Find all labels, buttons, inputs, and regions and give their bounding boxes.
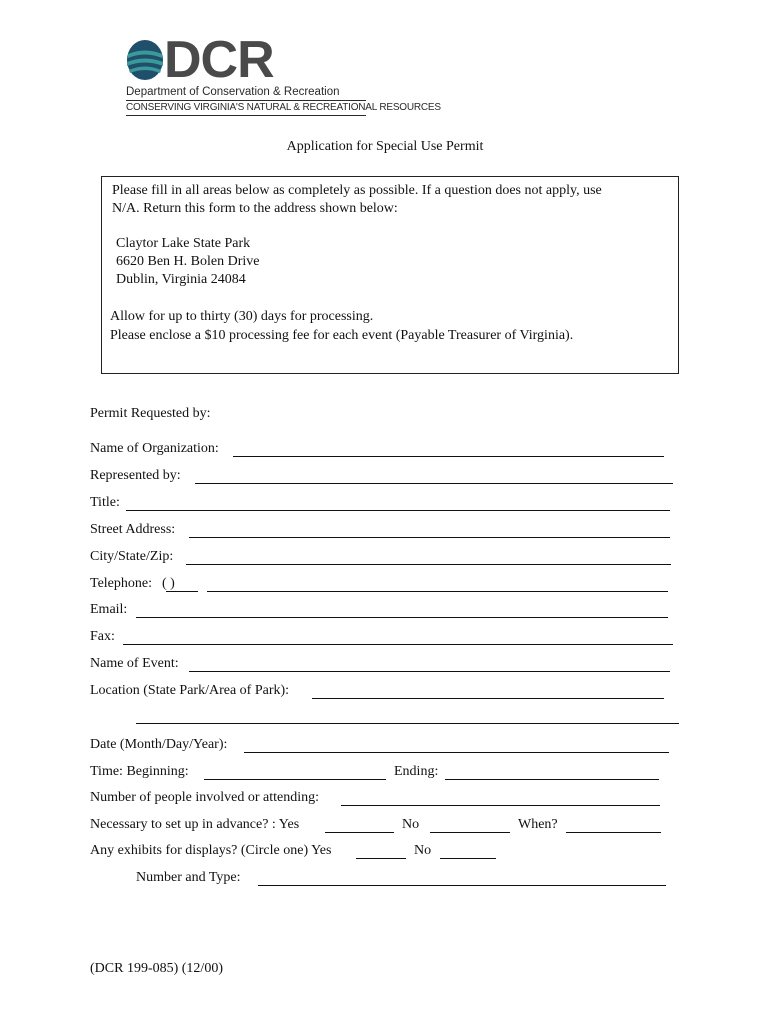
location-label: Location (State Park/Area of Park): — [90, 683, 290, 698]
address-line: Dublin, Virginia 24084 — [116, 272, 246, 287]
time-ending-label: Ending: — [394, 764, 439, 779]
city-label: City/State/Zip: — [90, 549, 174, 564]
page-title: Application for Special Use Permit — [286, 139, 484, 154]
fee-note: Please enclose a $10 processing fee for each event (Payable Treasurer of Virginia). — [110, 328, 574, 343]
setup-no-label: No — [402, 817, 420, 832]
number-type-label: Number and Type: — [136, 870, 241, 885]
email-field[interactable] — [136, 617, 668, 618]
section-label: Permit Requested by: — [90, 406, 211, 421]
setup-no-field[interactable] — [430, 832, 510, 833]
area-code-field[interactable] — [166, 591, 198, 592]
logo-divider — [126, 115, 366, 116]
time-beginning-field[interactable] — [204, 779, 386, 780]
address-line: Claytor Lake State Park — [116, 236, 251, 251]
represented-by-label: Represented by: — [90, 468, 181, 483]
number-type-field[interactable] — [258, 885, 666, 886]
people-label: Number of people involved or attending: — [90, 790, 319, 805]
date-field[interactable] — [244, 752, 669, 753]
city-field[interactable] — [186, 564, 671, 565]
setup-yes-field[interactable] — [325, 832, 394, 833]
time-beginning-label: Time: Beginning: — [90, 764, 189, 779]
event-name-label: Name of Event: — [90, 656, 179, 671]
exhibits-no-field[interactable] — [440, 858, 496, 859]
exhibits-no-label: No — [414, 843, 432, 858]
telephone-field[interactable] — [207, 591, 668, 592]
street-label: Street Address: — [90, 522, 176, 537]
processing-note: Allow for up to thirty (30) days for processing. — [110, 309, 374, 324]
street-field[interactable] — [189, 537, 670, 538]
location-field-line-2[interactable] — [136, 723, 679, 724]
people-field[interactable] — [341, 805, 660, 806]
organization-label: Name of Organization: — [90, 441, 219, 456]
instructions-line-2: N/A. Return this form to the address shown below: — [112, 201, 398, 216]
telephone-label: Telephone: — [90, 576, 152, 591]
department-name: Department of Conservation & Recreation — [126, 86, 340, 98]
email-label: Email: — [90, 602, 128, 617]
setup-when-label: When? — [518, 817, 558, 832]
address-line: 6620 Ben H. Bolen Drive — [116, 254, 260, 269]
logo-divider — [126, 100, 366, 101]
form-id: (DCR 199-085) (12/00) — [90, 961, 223, 976]
instructions-line-1: Please fill in all areas below as completely as possible. If a question does not apply, use — [112, 183, 602, 198]
fax-field[interactable] — [123, 644, 673, 645]
exhibits-yes-field[interactable] — [356, 858, 406, 859]
represented-by-field[interactable] — [195, 483, 673, 484]
event-name-field[interactable] — [189, 671, 670, 672]
time-ending-field[interactable] — [445, 779, 659, 780]
logo-tagline: CONSERVING VIRGINIA'S NATURAL & RECREATIONAL RESOURCES — [126, 102, 441, 113]
exhibits-label: Any exhibits for displays? (Circle one) Yes — [90, 843, 332, 858]
setup-label: Necessary to set up in advance? : Yes — [90, 817, 300, 832]
logo-wordmark: DCR — [164, 31, 274, 89]
title-field[interactable] — [126, 510, 670, 511]
dcr-logo — [126, 31, 441, 122]
setup-when-field[interactable] — [566, 832, 661, 833]
date-label: Date (Month/Day/Year): — [90, 737, 228, 752]
dcr-globe-icon — [126, 38, 164, 82]
fax-label: Fax: — [90, 629, 115, 644]
location-field[interactable] — [312, 698, 664, 699]
title-label: Title: — [90, 495, 120, 510]
organization-field[interactable] — [233, 456, 664, 457]
telephone-area-code: ( ) — [162, 576, 175, 591]
